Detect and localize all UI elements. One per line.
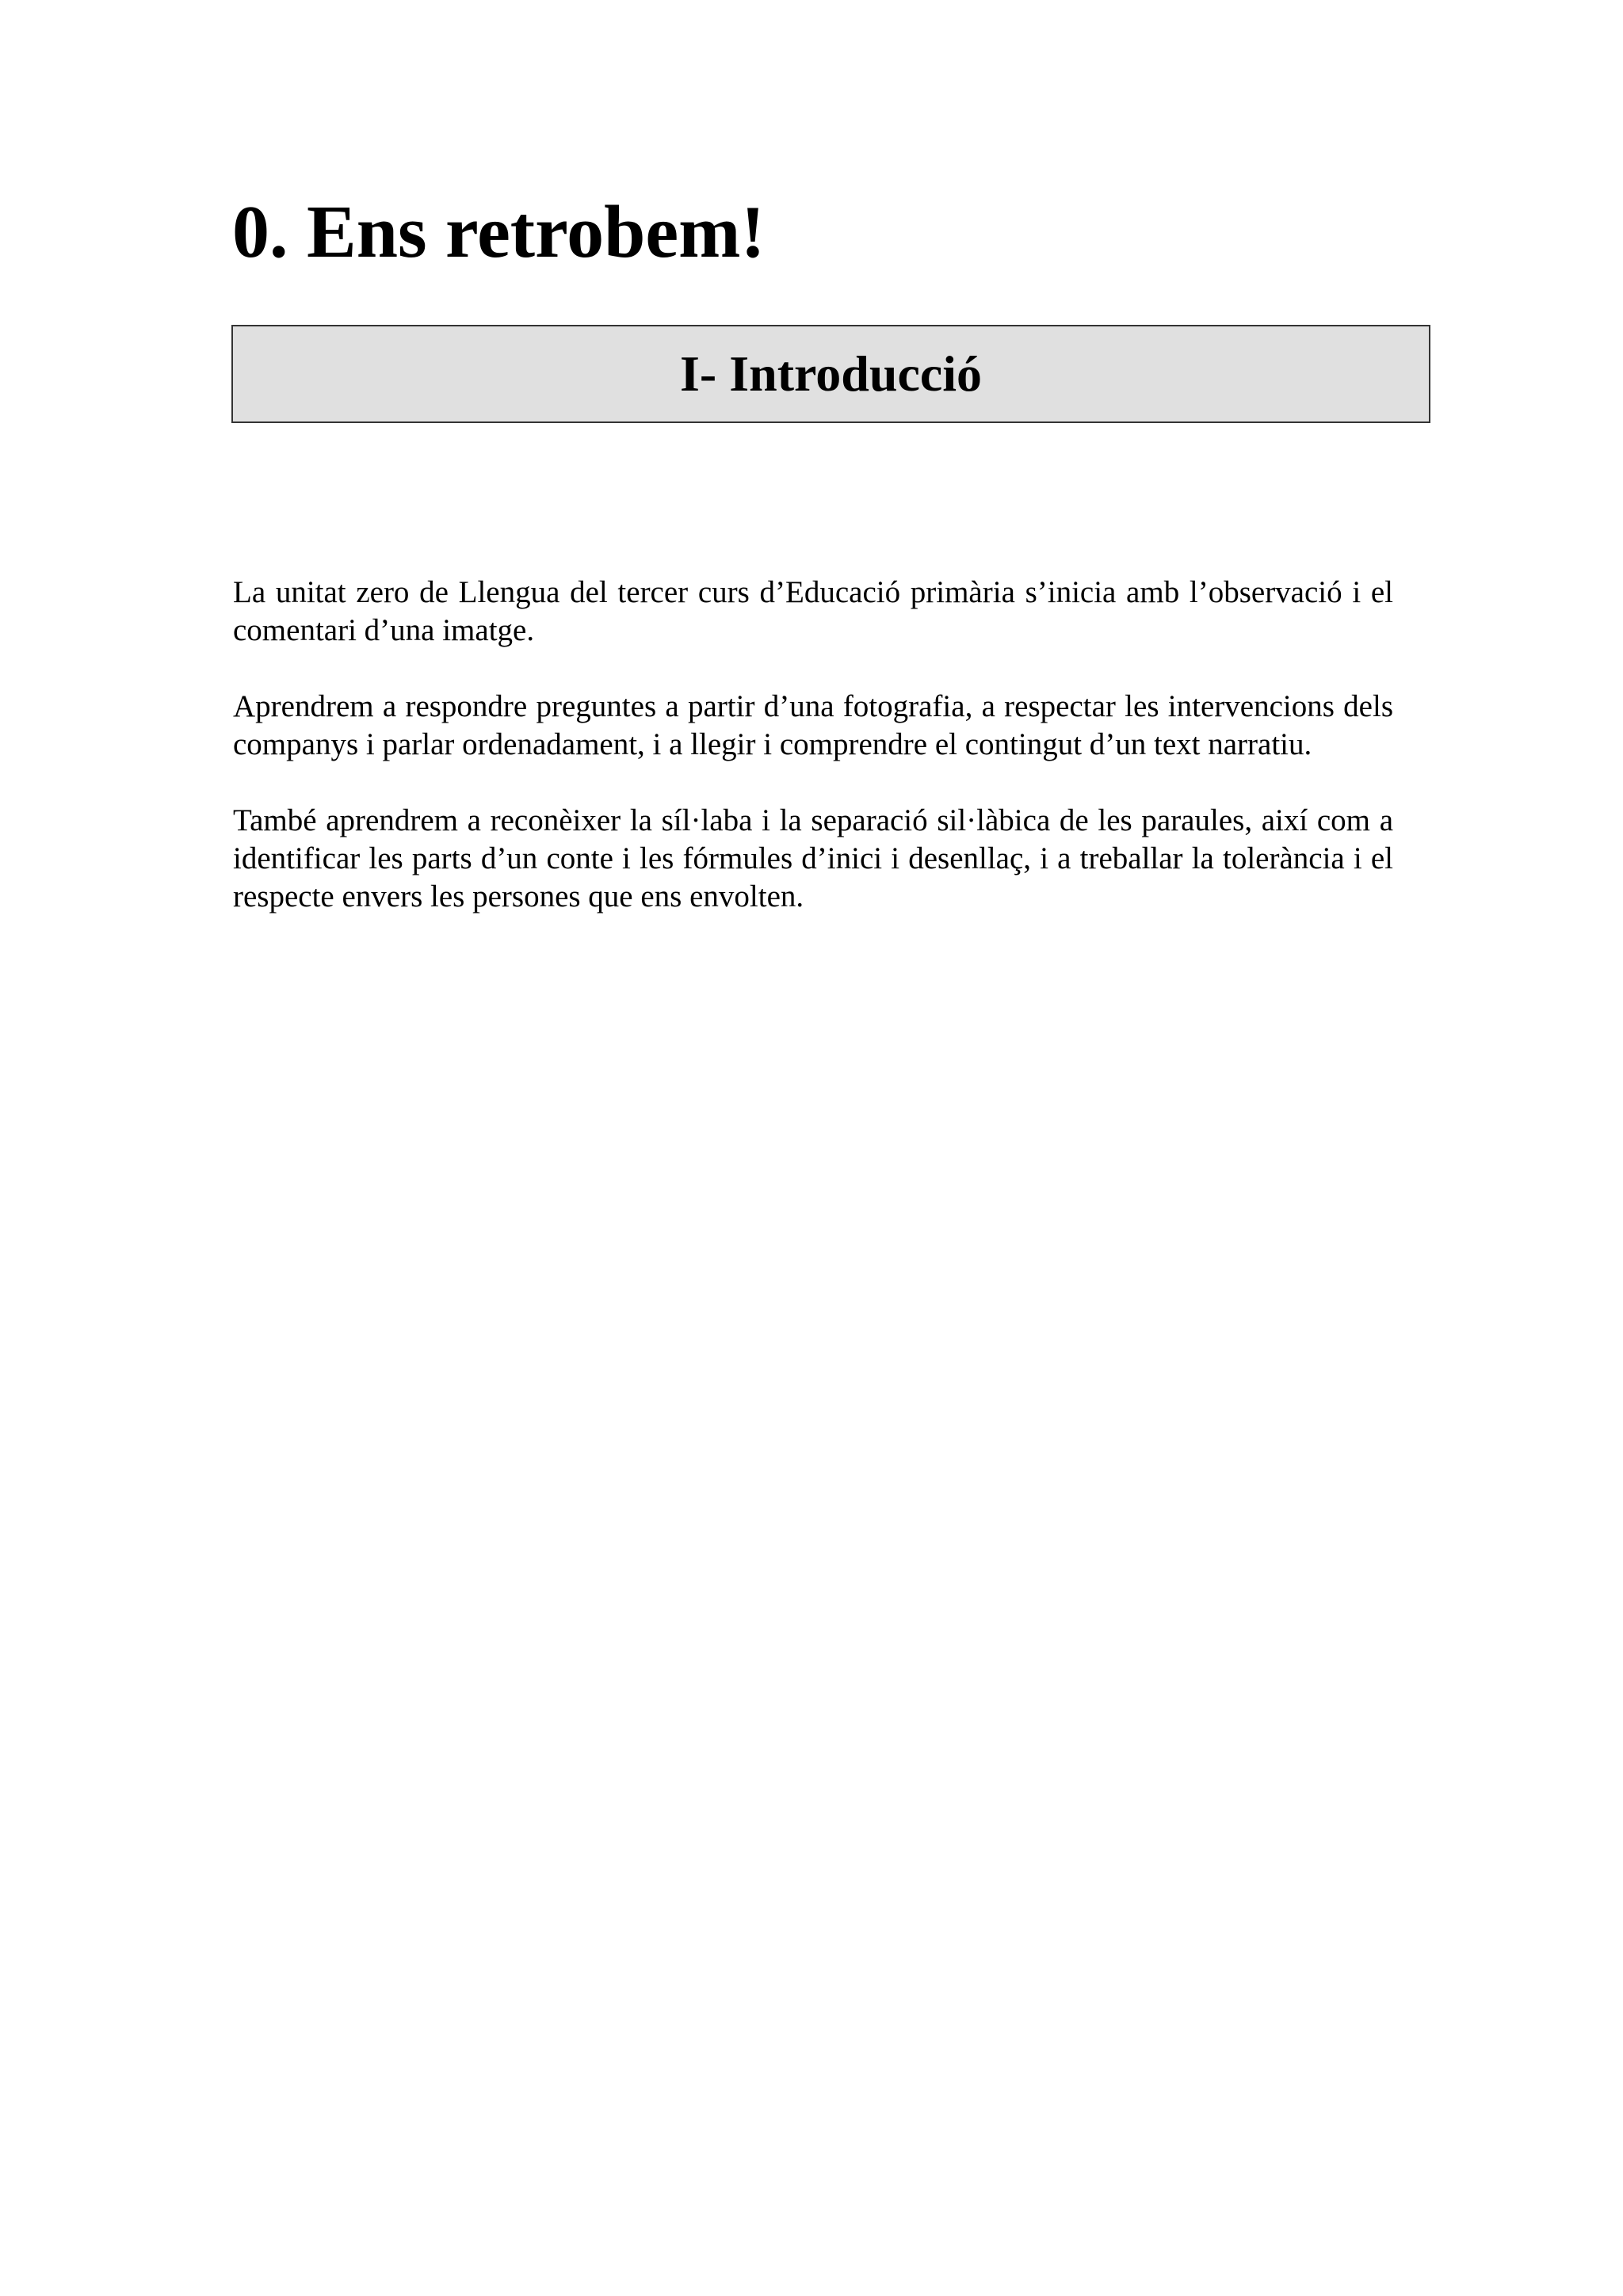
section-title: I- Introducció (679, 345, 983, 402)
paragraph-2: Aprendrem a respondre preguntes a partir d’una fotografia, a respectar les intervencions dels companys i parlar ordenadament, i a llegir i comprendre el contingut d’un text narratiu. (233, 689, 1393, 761)
chapter-title: 0. Ens retrobem! (232, 191, 766, 273)
introduction-body (233, 574, 1393, 954)
section-heading-box (231, 325, 1430, 423)
paragraph-3: També aprendrem a reconèixer la síl·laba i la separació sil·làbica de les paraules, així com a identificar les parts d’un conte i les fórmules d’inici i desenllaç, i a treballar la tolerància i el respecte envers les persones que ens envolten. (233, 803, 1393, 913)
paragraph-1: La unitat zero de Llengua del tercer curs d’Educació primària s’inicia amb l’observació i el comentari d’una imatge. (233, 575, 1393, 647)
